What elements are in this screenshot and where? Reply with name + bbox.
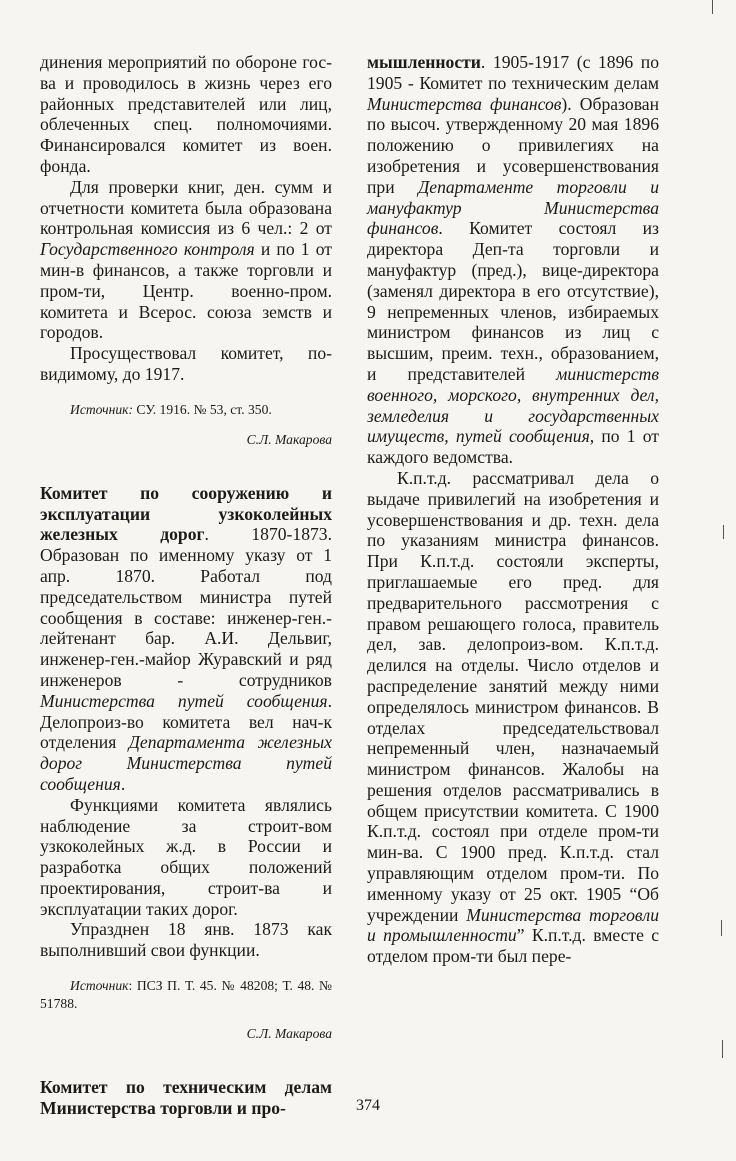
- italic-run: Министерства торговли и промышленности: [367, 904, 660, 946]
- entry-title-end: мышленности: [367, 52, 481, 72]
- source-citation: [40, 977, 332, 1013]
- paragraph-continuation: динения мероприятий по обороне гос-ва и проводилось в жизнь через его районных представителей или лиц, облеченных спец. полномочиями. Финансировался комитет из воен. фонда.: [40, 52, 332, 176]
- italic-run: Министерства путей сообщения: [40, 690, 328, 711]
- italic-run: Департамента железных дорог Министерства путей сообщения: [40, 732, 332, 794]
- text-run: ” К.п.т.д. вместе с отделом пром-ти был пере-: [367, 925, 659, 967]
- text-run: . 1870-1873. Образован по именному указу от 1 апр. 1870. Работал под председательством министра путей сообщения в составе: инженер-ген.-лейтенант бар. А.И. Дельвиг, инженер-ген.-майор Журавский и ряд инженеров - сотрудников: [40, 524, 332, 690]
- source-label: Источник:: [70, 401, 134, 417]
- page-number: 374: [356, 1097, 380, 1114]
- paragraph-existence: Просуществовал комитет, по-видимому, до 1917.: [40, 343, 332, 384]
- paragraph-duties: [367, 468, 659, 967]
- italic-run: Министерства финансов: [367, 93, 562, 114]
- source-label: Источник: [70, 978, 129, 994]
- right-column: [367, 52, 659, 967]
- author-signature: С.Л. Макарова: [246, 431, 332, 447]
- scan-edge-mark: [723, 525, 724, 539]
- paragraph-technical-committee: [367, 52, 659, 468]
- text-run: . Комитет состоял из директора Деп-та торговли и мануфактур (пред.), вице-директора (заменял директора в его отсутствие), 9 непременных членов, избираемых министром финансов из лиц с высшим, преим. техн., образованием, и представителей: [367, 218, 659, 384]
- italic-run: Государственного контроля: [40, 239, 255, 260]
- author-signature: С.Л. Макарова: [246, 1026, 332, 1042]
- source-citation: [40, 401, 332, 419]
- scan-edge-mark: [721, 920, 722, 936]
- text-run: ). Образован по высоч. утвержденному 20 мая 1896 положению о привилегиях на изобретения и усовершенствования при: [367, 93, 659, 197]
- scan-edge-mark: [722, 1040, 723, 1058]
- paragraph-abolished: Упразднен 18 янв. 1873 как выполнивший свои функции.: [40, 919, 332, 961]
- text-run: К.п.т.д. рассматривал дела о выдаче привилегий на изобретения и усовершенствования и др. техн. дела по указаниям министра финансов. При К.п.т.д. состояли эксперты, приглашаемые его пред. для предварительного рассмотрения с правом решающего голоса, правитель дел, зав. делопроиз-вом. К.п.т.д. делился на отделы. Число отделов и распределение занятий между ними определялось министром финансов. В отделах председательствовал непременный член, назначаемый министром финансов. Жалобы на решения отделов рассматривались в общем присутствии комитета. С 1900 К.п.т.д. состоял при отделе пром-ти мин-ва. С 1900 пред. К.п.т.д. стал управляющим отделом пром-ти. По именному указу от 25 окт. 1905 “Об учреждении: [367, 467, 659, 925]
- entry-technical-committee-title: Комитет по техническим делам Министерства торговли и про-: [40, 1077, 332, 1118]
- text-run: Для проверки книг, ден. сумм и отчетности комитета была образована контрольная комиссия из 6 чел.: 2 от: [40, 176, 332, 239]
- entry-railways: [40, 483, 332, 795]
- text-run: , по 1 от каждого ведомства.: [367, 426, 659, 468]
- text-run: . Делопроиз-во комитета вел нач-к отделения: [40, 690, 332, 753]
- text-run: .: [120, 773, 126, 794]
- italic-run: Департаменте торговли и мануфактур Министерства финансов: [367, 176, 659, 239]
- paragraph-functions: Функциями комитета являлись наблюдение за строит-вом узкоколейных ж.д. в России и разработка общих положений проектирования, строит-ва и эксплуатации таких дорог.: [40, 794, 332, 919]
- text-run: . 1905-1917 (с 1896 по 1905 - Комитет по техническим делам: [367, 52, 659, 93]
- left-column: [40, 52, 332, 1119]
- entry-title: Комитет по сооружению и эксплуатации узкоколейных железных дорог: [40, 482, 332, 545]
- paragraph-control-commission: [40, 177, 332, 343]
- scan-edge-mark: [712, 0, 713, 14]
- text-run: и по 1 от мин-в финансов, а также торговли и пром-ти, Центр. военно-пром. комитета и Всерос. союза земств и городов.: [40, 239, 332, 343]
- source-text: : ПСЗ П. Т. 45. № 48208; Т. 48. № 51788.: [40, 978, 332, 1012]
- italic-run: министерств военного, морского, внутренних дел, земледелия и государственных имуществ, путей сообщения: [367, 363, 659, 447]
- source-text: СУ. 1916. № 53, ст. 350.: [133, 401, 272, 417]
